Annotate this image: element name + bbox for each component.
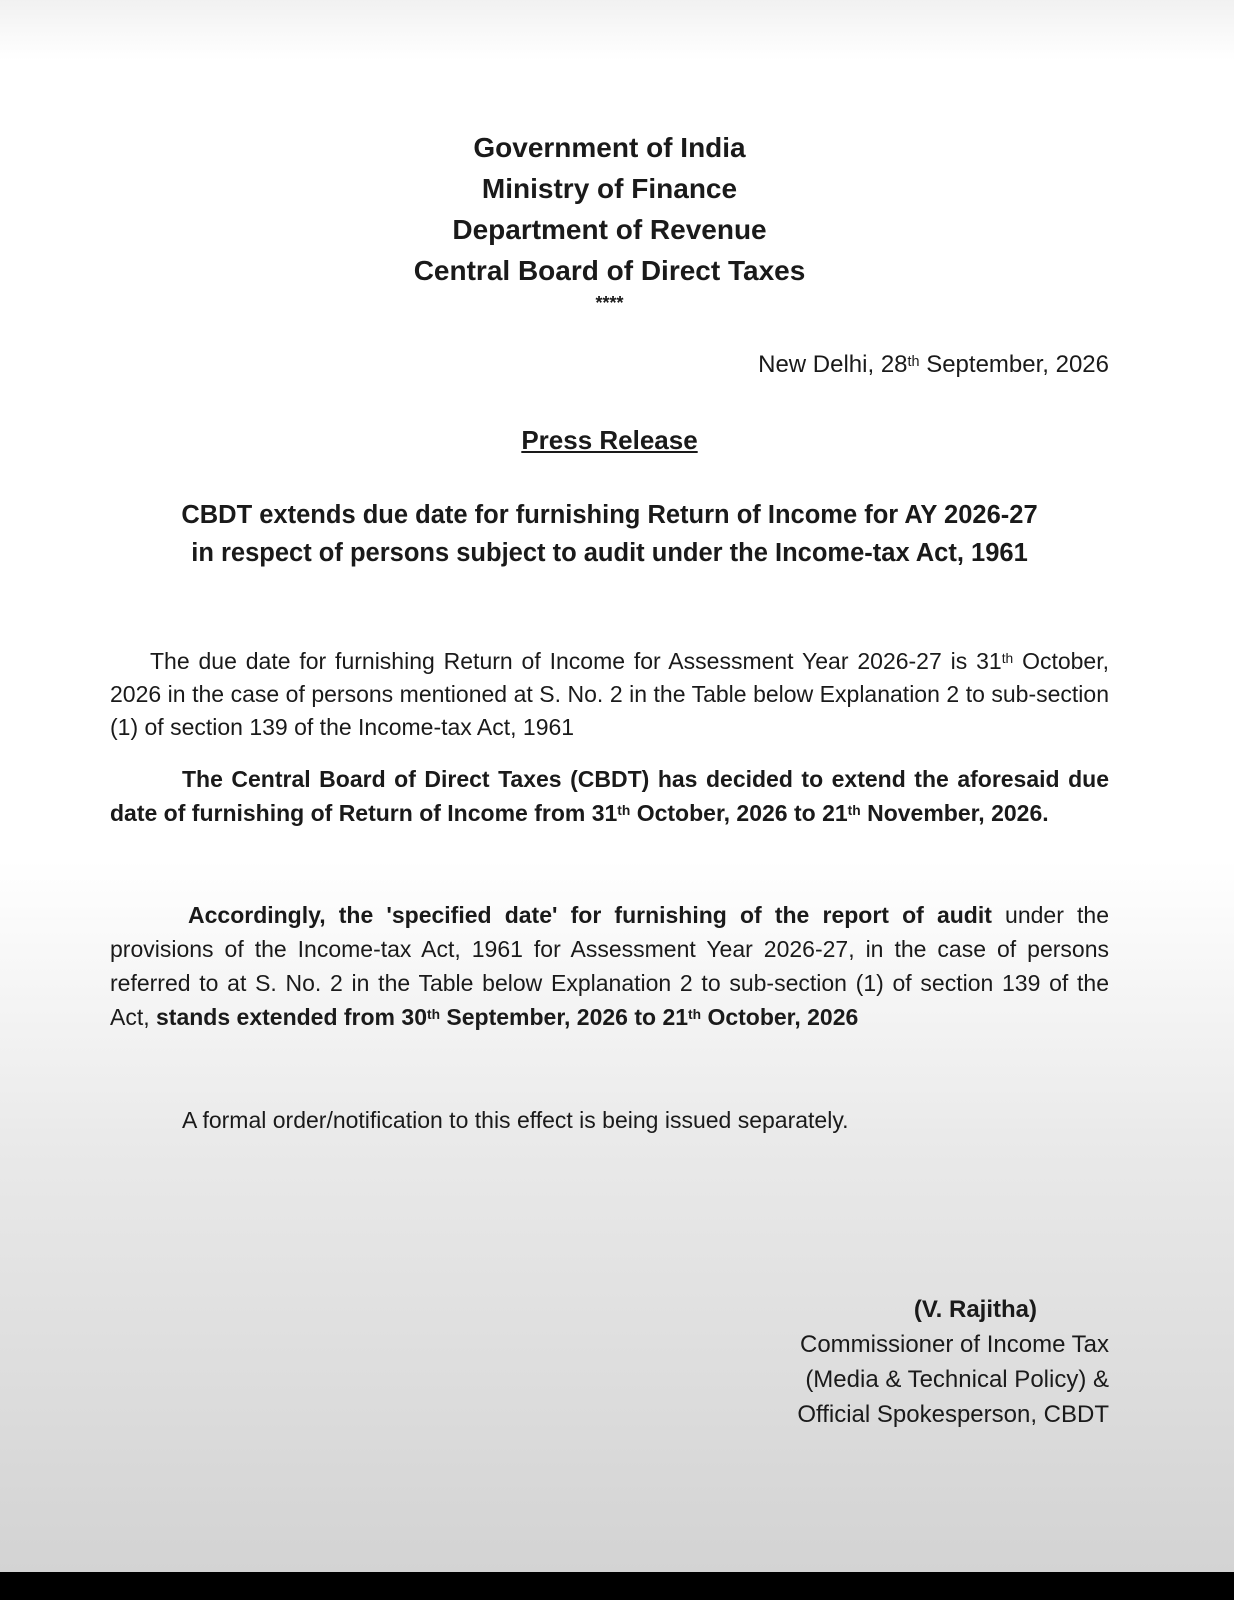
letterhead-separator: **** [595, 293, 624, 313]
paragraph-3-bold-text-b: September, 2026 to 21 [440, 1004, 689, 1030]
dateline-place-day: New Delhi, 28 [758, 351, 908, 378]
paragraph-audit-report [110, 898, 1109, 1034]
letterhead-ministry: Ministry of Finance [481, 173, 738, 204]
paragraph-1-ordinal: th [1001, 650, 1014, 666]
dateline-month-year: September, 2026 [919, 351, 1109, 378]
paragraph-extension [110, 762, 1109, 830]
letterhead-government: Government of India [473, 132, 746, 163]
paragraph-3-ordinal-2: th [688, 1006, 702, 1022]
bottom-black-bar [0, 1572, 1234, 1600]
paragraph-3-bold-start: Accordingly, the 'specified date' for furnishing of the report of audit [188, 902, 992, 928]
paragraph-1-text-b: October, 2026 in the case of persons mentioned at S. No. 2 in the Table below Explanation 2 to sub-section (1) of section 139 of the Income-tax Act, 1961 [110, 648, 1110, 740]
signatory-title-2: (Media & Technical Policy) & [805, 1366, 1109, 1393]
signatory-name: (V. Rajitha) [913, 1296, 1037, 1323]
paragraph-3-bold-text-c: October, 2026 [701, 1004, 859, 1030]
letterhead-board: Central Board of Direct Taxes [413, 255, 806, 286]
letterhead-department: Department of Revenue [452, 214, 767, 245]
subject-line-1: CBDT extends due date for furnishing Return of Income for AY 2026-27 [181, 501, 1038, 529]
signatory-title-1: Commissioner of Income Tax [800, 1331, 1109, 1358]
paragraph-3-bold-text-a: stands extended from 30 [156, 1004, 427, 1030]
paragraph-1-text-a: The due date for furnishing Return of Income for Assessment Year 2026-27 is 31 [150, 648, 1002, 674]
signature-block [749, 1292, 1109, 1432]
paragraph-2-ordinal-2: th [847, 802, 861, 818]
dateline [758, 350, 1109, 380]
paragraph-formal-order: A formal order/notification to this effect is being issued separately. [182, 1107, 849, 1133]
paragraph-2-text-b: October, 2026 to 21 [630, 800, 848, 826]
paragraph-due-date [110, 645, 1109, 744]
letterhead [110, 127, 1109, 313]
paragraph-3-normal: under the provisions of the Income-tax Act, 1961 for Assessment Year 2026-27, in the case of persons referred to at S. No. 2 in the Table below Explanation 2 to sub-section (1) of section 139 of the Act, [110, 902, 1109, 1030]
signatory-title-3: Official Spokesperson, CBDT [797, 1401, 1109, 1428]
paragraph-3-ordinal-1: th [426, 1006, 441, 1022]
paragraph-2-ordinal-1: th [617, 802, 631, 818]
subject-line-2: in respect of persons subject to audit under the Income-tax Act, 1961 [191, 539, 1028, 567]
paragraph-2-text-c: November, 2026. [860, 800, 1049, 826]
press-release-heading: Press Release [521, 425, 698, 455]
dateline-ordinal: th [907, 353, 920, 370]
subject-heading [110, 496, 1109, 572]
paragraph-3-bold-end [156, 1004, 858, 1030]
paragraph-2-text-a: The Central Board of Direct Taxes (CBDT) has decided to extend the aforesaid due date of furnishing of Return of Income from 31 [110, 766, 1109, 826]
